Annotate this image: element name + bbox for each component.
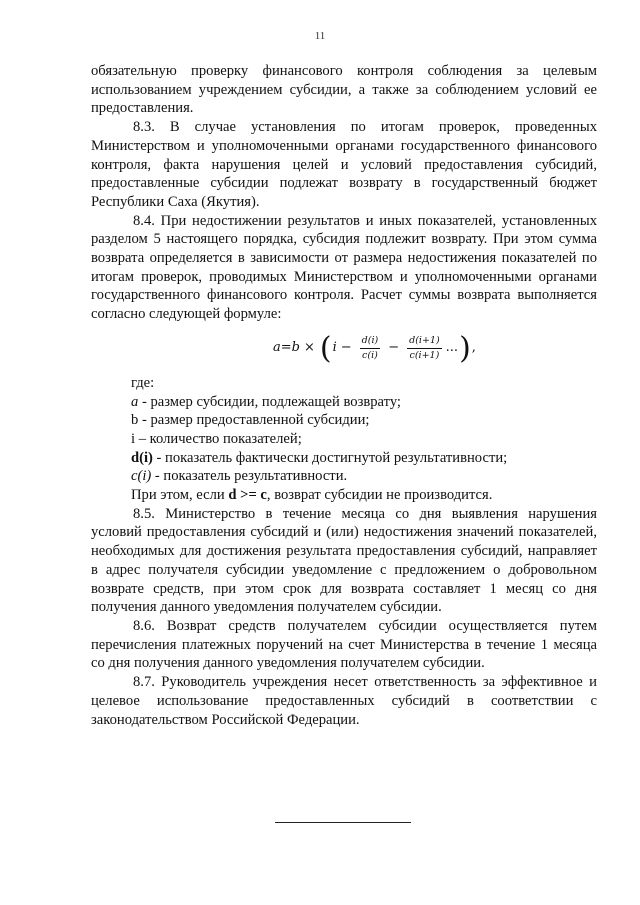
formula-open-paren: ( [319, 330, 332, 366]
formula-fraction-1 [360, 335, 381, 362]
condition-suffix: , возврат субсидии не производится. [266, 487, 493, 504]
formula-ellipsis: ... [445, 340, 459, 356]
symbol-c: c(i) [131, 468, 152, 485]
paragraph-8-6: 8.6. Возврат средств получателем субсидии осуществляется путем перечисления платежных поручений на счет Министерства в течение 1 месяца со дня получения данного уведомления получателем субсидии. [91, 617, 597, 672]
formula-minus-1: − [340, 340, 352, 356]
fraction-2-numerator: d(i+1) [407, 335, 442, 349]
formula-minus-2: − [388, 340, 400, 356]
formula-times: × [303, 340, 315, 356]
formula-comma: , [471, 340, 476, 356]
formula-close-paren: ) [459, 330, 471, 366]
paragraph-8-5: 8.5. Министерство в течение месяца со дня выявления нарушения условий предоставления субсидий и (или) недостижения значений показателей, необходимых для достижения результата предоставления субсидий, направляет в адрес получателя субсидии уведомление с предложением о добровольном возврате средств, при этом срок для возврата составляет 1 месяц со дня получения данного уведомления получателем субсидии. [91, 505, 597, 616]
page-number: 11 [314, 30, 326, 42]
end-of-document-line [275, 822, 411, 823]
paragraph-8-3: 8.3. В случае установления по итогам проверок, проведенных Министерством и уполномоченными органами государственного финансового контроля, факта нарушения целей и условий предоставления субсидий, предоставленные субсидии подлежат возврату в государственный бюджет Республики Саха (Якутия). [91, 119, 597, 210]
definition-i-text: – количество показателей; [135, 430, 302, 447]
symbol-i: i [131, 430, 136, 447]
symbol-a: a [131, 393, 139, 410]
symbol-d: d(i) [131, 449, 153, 466]
formula-lhs: a=b [273, 340, 300, 356]
definition-d-text: - показатель фактически достигнутой результативности; [152, 449, 508, 466]
paragraph-8-4: 8.4. При недостижении результатов и иных показателей, установленных разделом 5 настоящего порядка, субсидия подлежит возврату. При этом сумма возврата определяется в зависимости от размера недостижения показателей по итогам проверок, проводимых Министерством и уполномоченными органами государственного финансового контроля. Расчет суммы возврата выполняется согласно следующей формуле: [91, 212, 597, 323]
definitions-where: где: [131, 374, 155, 391]
paragraph-8-2-continued: обязательную проверку финансового контроля соблюдения за целевым использованием учреждением субсидии, а также за соблюдением условий ее предоставления. [91, 63, 597, 117]
definition-i [91, 430, 597, 449]
definition-b [91, 411, 597, 430]
definition-c [91, 467, 597, 486]
definition-a [91, 393, 597, 412]
symbol-b: b [131, 412, 139, 429]
definition-b-text: - размер предоставленной субсидии; [138, 412, 370, 429]
document-body [91, 62, 597, 729]
definition-a-text: - размер субсидии, подлежащей возврату; [138, 393, 401, 410]
refund-formula [91, 324, 597, 374]
formula-fraction-2 [407, 335, 442, 362]
fraction-1-numerator: d(i) [360, 335, 381, 349]
refund-condition [91, 486, 597, 505]
formula-definitions [91, 374, 597, 505]
condition-prefix: При этом, если [131, 487, 229, 504]
fraction-2-denominator: c(i+1) [409, 350, 440, 362]
fraction-1-denominator: c(i) [362, 350, 378, 362]
definition-d [91, 449, 597, 468]
formula-i: i [332, 340, 337, 356]
condition-expression: d >= c [228, 487, 267, 504]
definition-c-text: - показатель результативности. [151, 468, 348, 485]
paragraph-8-7: 8.7. Руководитель учреждения несет ответственность за эффективное и целевое использование предоставленных субсидий в соответствии с законодательством Российской Федерации. [91, 674, 597, 728]
